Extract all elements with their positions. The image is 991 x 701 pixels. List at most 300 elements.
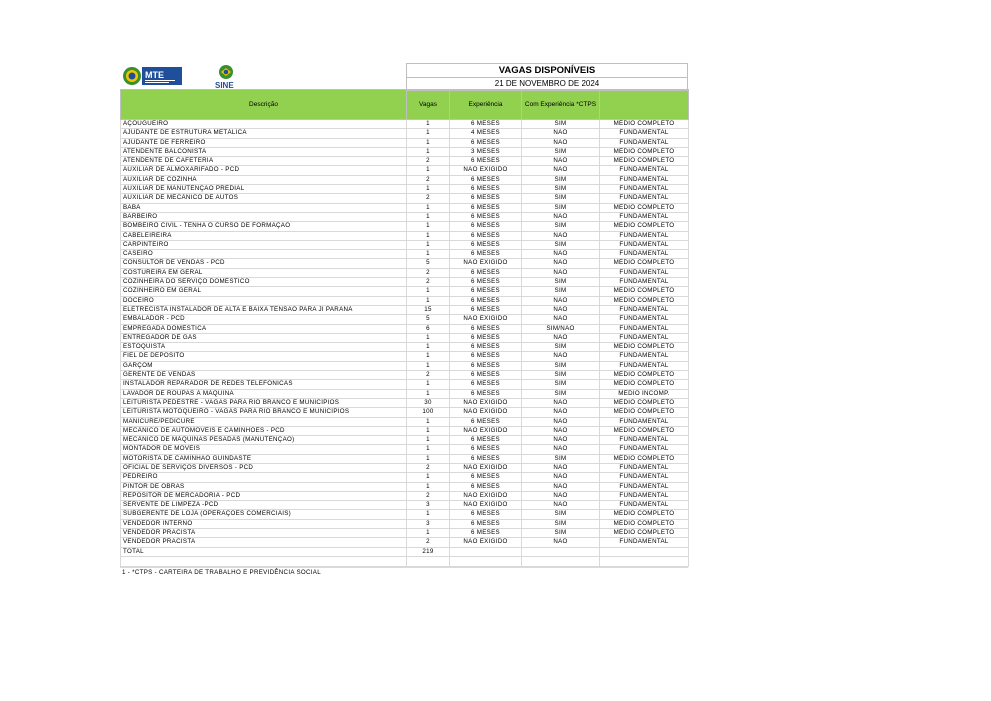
cell-vagas: 1	[407, 361, 450, 370]
cell-descricao: AÇOUGUEIRO	[121, 120, 407, 129]
cell-vagas: 3	[407, 519, 450, 528]
cell-escolaridade: FUNDAMENTAL	[600, 166, 689, 175]
cell-experiencia: 6 MESES	[450, 305, 522, 314]
table-row	[121, 250, 689, 259]
cell-vagas: 1	[407, 417, 450, 426]
cell-ctps: NÃO	[522, 426, 600, 435]
cell-vagas: 1	[407, 287, 450, 296]
cell-experiencia: 6 MESES	[450, 389, 522, 398]
cell-vagas: 5	[407, 315, 450, 324]
page-date: 21 DE NOVEMBRO DE 2024	[406, 77, 688, 91]
table-row	[121, 296, 689, 305]
table-row	[121, 454, 689, 463]
cell-vagas: 2	[407, 268, 450, 277]
table-row	[121, 371, 689, 380]
cell-vagas: 1	[407, 445, 450, 454]
cell-vagas: 1	[407, 482, 450, 491]
cell-ctps: SIM	[522, 240, 600, 249]
cell-descricao: BARBEIRO	[121, 212, 407, 221]
cell-experiencia: 6 MESES	[450, 240, 522, 249]
cell-escolaridade: MÉDIO COMPLETO	[600, 510, 689, 519]
cell-descricao: ATENDENTE BALCONISTA	[121, 147, 407, 156]
cell-vagas: 2	[407, 175, 450, 184]
cell-ctps: NÃO	[522, 436, 600, 445]
cell-experiencia: 6 MESES	[450, 417, 522, 426]
cell-descricao: VENDEDOR PRACISTA	[121, 529, 407, 538]
table-row	[121, 212, 689, 221]
cell-ctps: NÃO	[522, 138, 600, 147]
table-row	[121, 166, 689, 175]
cell-descricao: AUXILIAR DE COZINHA	[121, 175, 407, 184]
cell-experiencia: NÃO EXIGIDO	[450, 501, 522, 510]
title-block	[406, 63, 688, 89]
table-row	[121, 120, 689, 129]
cell-vagas: 15	[407, 305, 450, 314]
cell-ctps: NÃO	[522, 231, 600, 240]
table-row	[121, 501, 689, 510]
cell-experiencia: 6 MESES	[450, 333, 522, 342]
cell-escolaridade: FUNDAMENTAL	[600, 278, 689, 287]
footnote: 1 - *CTPS - CARTEIRA DE TRABALHO E PREVIDÊNCIA SOCIAL	[120, 567, 688, 578]
cell-ctps: NÃO	[522, 538, 600, 547]
cell-ctps: SIM	[522, 389, 600, 398]
cell-experiencia: NÃO EXIGIDO	[450, 463, 522, 472]
cell-escolaridade: FUNDAMENTAL	[600, 501, 689, 510]
cell-vagas: 1	[407, 436, 450, 445]
cell-vagas: 1	[407, 231, 450, 240]
cell-vagas: 1	[407, 380, 450, 389]
table-row	[121, 343, 689, 352]
cell-escolaridade: FUNDAMENTAL	[600, 231, 689, 240]
empty-cell	[450, 547, 522, 556]
cell-descricao: CASEIRO	[121, 250, 407, 259]
table-row	[121, 315, 689, 324]
cell-vagas: 1	[407, 203, 450, 212]
table-body	[121, 120, 689, 548]
cell-ctps: SIM	[522, 454, 600, 463]
cell-experiencia: 6 MESES	[450, 185, 522, 194]
cell-escolaridade: FUNDAMENTAL	[600, 417, 689, 426]
cell-descricao: BABÁ	[121, 203, 407, 212]
cell-escolaridade: FUNDAMENTAL	[600, 538, 689, 547]
cell-descricao: ENTREGADOR DE GÁS	[121, 333, 407, 342]
cell-ctps: NÃO	[522, 473, 600, 482]
logos-area	[120, 63, 406, 89]
cell-experiencia: 6 MESES	[450, 380, 522, 389]
cell-escolaridade: FUNDAMENTAL	[600, 129, 689, 138]
cell-vagas: 1	[407, 529, 450, 538]
cell-escolaridade: FUNDAMENTAL	[600, 463, 689, 472]
cell-ctps: SIM	[522, 361, 600, 370]
cell-ctps: SIM/NÃO	[522, 324, 600, 333]
cell-descricao: COZINHEIRO EM GERAL	[121, 287, 407, 296]
cell-descricao: DOCEIRO	[121, 296, 407, 305]
cell-vagas: 1	[407, 138, 450, 147]
empty-cell	[600, 547, 689, 556]
cell-experiencia: NÃO EXIGIDO	[450, 259, 522, 268]
sheet-header	[120, 63, 688, 89]
table-row	[121, 408, 689, 417]
cell-vagas: 1	[407, 510, 450, 519]
cell-experiencia: 6 MESES	[450, 278, 522, 287]
cell-ctps: SIM	[522, 222, 600, 231]
cell-vagas: 1	[407, 166, 450, 175]
cell-experiencia: NÃO EXIGIDO	[450, 408, 522, 417]
cell-ctps: SIM	[522, 380, 600, 389]
cell-descricao: ELETRECISTA INSTALADOR DE ALTA E BAIXA TENSÃO PARA JI PARANÁ	[121, 305, 407, 314]
sine-logo	[212, 64, 240, 90]
cell-descricao: MECÂNICO DE MÁQUINAS PESADAS (MANUTENÇÃO)	[121, 436, 407, 445]
cell-escolaridade: FUNDAMENTAL	[600, 482, 689, 491]
cell-escolaridade: MÉDIO COMPLETO	[600, 222, 689, 231]
cell-escolaridade: MÉDIO COMPLETO	[600, 147, 689, 156]
col-ctps: Com Experiência *CTPS	[522, 90, 600, 120]
cell-escolaridade: FUNDAMENTAL	[600, 315, 689, 324]
table-row	[121, 157, 689, 166]
cell-vagas: 2	[407, 463, 450, 472]
cell-escolaridade: MÉDIO COMPLETO	[600, 343, 689, 352]
cell-vagas: 1	[407, 129, 450, 138]
table-row	[121, 426, 689, 435]
cell-descricao: AUXILIAR DE MECÂNICO DE AUTOS	[121, 194, 407, 203]
cell-escolaridade: FUNDAMENTAL	[600, 185, 689, 194]
table-row	[121, 268, 689, 277]
cell-ctps: NÃO	[522, 333, 600, 342]
table-row	[121, 259, 689, 268]
table-header-row	[121, 90, 689, 120]
cell-vagas: 30	[407, 398, 450, 407]
cell-ctps: NÃO	[522, 166, 600, 175]
cell-ctps: SIM	[522, 278, 600, 287]
cell-ctps: NÃO	[522, 482, 600, 491]
cell-experiencia: 6 MESES	[450, 529, 522, 538]
total-row	[121, 547, 689, 556]
table-row	[121, 445, 689, 454]
cell-descricao: AUXILIAR DE MANUTENÇÃO PREDIAL	[121, 185, 407, 194]
cell-ctps: NÃO	[522, 296, 600, 305]
table-row	[121, 147, 689, 156]
cell-descricao: GARÇOM	[121, 361, 407, 370]
cell-experiencia: 4 MESES	[450, 129, 522, 138]
cell-experiencia: 6 MESES	[450, 296, 522, 305]
table-row	[121, 510, 689, 519]
cell-vagas: 2	[407, 278, 450, 287]
col-vagas: Vagas	[407, 90, 450, 120]
cell-descricao: LEITURISTA PEDESTRE - VAGAS PARA RIO BRANCO E MUNICÍPIOS	[121, 398, 407, 407]
cell-escolaridade: FUNDAMENTAL	[600, 445, 689, 454]
cell-escolaridade: FUNDAMENTAL	[600, 268, 689, 277]
cell-ctps: NÃO	[522, 212, 600, 221]
total-value: 219	[407, 547, 450, 556]
cell-descricao: PEDREIRO	[121, 473, 407, 482]
table-row	[121, 194, 689, 203]
cell-ctps: SIM	[522, 287, 600, 296]
cell-experiencia: 6 MESES	[450, 157, 522, 166]
cell-escolaridade: MÉDIO COMPLETO	[600, 203, 689, 212]
cell-ctps: SIM	[522, 510, 600, 519]
cell-ctps: NÃO	[522, 463, 600, 472]
cell-escolaridade: FUNDAMENTAL	[600, 473, 689, 482]
cell-experiencia: 6 MESES	[450, 445, 522, 454]
cell-ctps: NÃO	[522, 491, 600, 500]
cell-experiencia: 6 MESES	[450, 120, 522, 129]
cell-experiencia: 6 MESES	[450, 361, 522, 370]
cell-escolaridade: MÉDIO COMPLETO	[600, 398, 689, 407]
cell-ctps: SIM	[522, 147, 600, 156]
table-row	[121, 361, 689, 370]
cell-descricao: VENDEDOR INTERNO	[121, 519, 407, 528]
cell-experiencia: NÃO EXIGIDO	[450, 426, 522, 435]
table-row	[121, 129, 689, 138]
svg-text:SINE: SINE	[215, 81, 234, 90]
cell-vagas: 1	[407, 240, 450, 249]
cell-experiencia: 6 MESES	[450, 473, 522, 482]
empty-cell	[407, 556, 450, 566]
cell-descricao: FIEL DE DEPÓSITO	[121, 352, 407, 361]
cell-descricao: MONTADOR DE MOVEIS	[121, 445, 407, 454]
cell-ctps: SIM	[522, 120, 600, 129]
col-escolaridade	[600, 90, 689, 120]
cell-descricao: ESTOQUISTA	[121, 343, 407, 352]
cell-experiencia: 3 MESES	[450, 147, 522, 156]
cell-vagas: 6	[407, 324, 450, 333]
cell-descricao: CABELEIREIRA	[121, 231, 407, 240]
cell-ctps: SIM	[522, 203, 600, 212]
cell-vagas: 5	[407, 259, 450, 268]
table-row	[121, 398, 689, 407]
cell-experiencia: NÃO EXIGIDO	[450, 315, 522, 324]
cell-experiencia: NÃO EXIGIDO	[450, 491, 522, 500]
cell-ctps: NÃO	[522, 129, 600, 138]
cell-ctps: NÃO	[522, 157, 600, 166]
page-title: VAGAS DISPONÍVEIS	[406, 63, 688, 77]
cell-escolaridade: FUNDAMENTAL	[600, 361, 689, 370]
table-row	[121, 482, 689, 491]
cell-experiencia: NÃO EXIGIDO	[450, 538, 522, 547]
cell-experiencia: 6 MESES	[450, 222, 522, 231]
cell-vagas: 1	[407, 333, 450, 342]
table-row	[121, 222, 689, 231]
cell-descricao: BOMBEIRO CIVIL - TENHA O CURSO DE FORMAÇÃO	[121, 222, 407, 231]
cell-escolaridade: MÉDIO COMPLETO	[600, 408, 689, 417]
empty-cell	[450, 556, 522, 566]
cell-escolaridade: FUNDAMENTAL	[600, 324, 689, 333]
mte-logo	[122, 65, 184, 87]
cell-ctps: NÃO	[522, 417, 600, 426]
cell-ctps: NÃO	[522, 408, 600, 417]
empty-cell	[522, 547, 600, 556]
cell-descricao: COZINHEIRA DO SERVIÇO DOMÉSTICO	[121, 278, 407, 287]
cell-descricao: LEITURISTA MOTOQUEIRO - VAGAS PARA RIO BRANCO E MUNICÍPIOS	[121, 408, 407, 417]
col-descricao: Descrição	[121, 90, 407, 120]
cell-escolaridade: MÉDIO INCOMP.	[600, 389, 689, 398]
cell-escolaridade: MÉDIO COMPLETO	[600, 380, 689, 389]
cell-descricao: CONSULTOR DE VENDAS - PCD	[121, 259, 407, 268]
cell-vagas: 1	[407, 250, 450, 259]
cell-escolaridade: MÉDIO COMPLETO	[600, 296, 689, 305]
cell-escolaridade: MÉDIO COMPLETO	[600, 529, 689, 538]
cell-escolaridade: FUNDAMENTAL	[600, 175, 689, 184]
table-row	[121, 278, 689, 287]
cell-escolaridade: FUNDAMENTAL	[600, 436, 689, 445]
cell-escolaridade: MÉDIO COMPLETO	[600, 454, 689, 463]
cell-escolaridade: FUNDAMENTAL	[600, 250, 689, 259]
table-row	[121, 417, 689, 426]
table-row	[121, 529, 689, 538]
cell-experiencia: 6 MESES	[450, 454, 522, 463]
cell-experiencia: 6 MESES	[450, 250, 522, 259]
cell-escolaridade: MÉDIO COMPLETO	[600, 259, 689, 268]
svg-text:MTE: MTE	[145, 70, 164, 80]
cell-escolaridade: FUNDAMENTAL	[600, 333, 689, 342]
cell-experiencia: NÃO EXIGIDO	[450, 398, 522, 407]
cell-ctps: SIM	[522, 529, 600, 538]
cell-vagas: 1	[407, 343, 450, 352]
cell-vagas: 1	[407, 426, 450, 435]
cell-escolaridade: FUNDAMENTAL	[600, 138, 689, 147]
cell-vagas: 1	[407, 389, 450, 398]
cell-descricao: AJUDANTE DE FERREIRO	[121, 138, 407, 147]
table-row	[121, 333, 689, 342]
cell-ctps: NÃO	[522, 398, 600, 407]
cell-descricao: PINTOR DE OBRAS	[121, 482, 407, 491]
cell-ctps: SIM	[522, 194, 600, 203]
cell-ctps: SIM	[522, 371, 600, 380]
cell-descricao: REPOSITOR DE MERCADORIA - PCD	[121, 491, 407, 500]
table-row	[121, 138, 689, 147]
empty-cell	[600, 556, 689, 566]
cell-ctps: NÃO	[522, 445, 600, 454]
table-row	[121, 389, 689, 398]
cell-descricao: OFICIAL DE SERVIÇOS DIVERSOS - PCD	[121, 463, 407, 472]
cell-vagas: 2	[407, 371, 450, 380]
cell-experiencia: 6 MESES	[450, 175, 522, 184]
cell-ctps: NÃO	[522, 501, 600, 510]
cell-escolaridade: MÉDIO COMPLETO	[600, 426, 689, 435]
cell-vagas: 1	[407, 120, 450, 129]
table-row	[121, 305, 689, 314]
cell-escolaridade: MÉDIO COMPLETO	[600, 157, 689, 166]
cell-escolaridade: FUNDAMENTAL	[600, 212, 689, 221]
table-row	[121, 436, 689, 445]
cell-escolaridade: MÉDIO COMPLETO	[600, 120, 689, 129]
cell-experiencia: 6 MESES	[450, 324, 522, 333]
cell-ctps: SIM	[522, 343, 600, 352]
table-row	[121, 240, 689, 249]
cell-descricao: GERENTE DE VENDAS	[121, 371, 407, 380]
cell-descricao: LAVADOR DE ROUPAS À MÁQUINA	[121, 389, 407, 398]
cell-experiencia: 6 MESES	[450, 436, 522, 445]
table-row	[121, 463, 689, 472]
cell-descricao: ATENDENTE DE CAFETERIA	[121, 157, 407, 166]
cell-vagas: 2	[407, 538, 450, 547]
cell-vagas: 1	[407, 212, 450, 221]
cell-escolaridade: FUNDAMENTAL	[600, 194, 689, 203]
cell-experiencia: NÃO EXIGIDO	[450, 166, 522, 175]
table-row	[121, 231, 689, 240]
cell-ctps: NÃO	[522, 268, 600, 277]
cell-experiencia: 6 MESES	[450, 212, 522, 221]
cell-ctps: NÃO	[522, 259, 600, 268]
empty-cell	[522, 556, 600, 566]
cell-descricao: VENDEDOR PRACISTA	[121, 538, 407, 547]
cell-experiencia: 6 MESES	[450, 352, 522, 361]
cell-experiencia: 6 MESES	[450, 138, 522, 147]
table-row	[121, 538, 689, 547]
cell-ctps: SIM	[522, 519, 600, 528]
empty-cell	[121, 556, 407, 566]
table-row	[121, 491, 689, 500]
cell-vagas: 3	[407, 501, 450, 510]
cell-descricao: AUXILIAR DE ALMOXARIFADO - PCD	[121, 166, 407, 175]
table-row	[121, 473, 689, 482]
cell-ctps: SIM	[522, 175, 600, 184]
cell-escolaridade: FUNDAMENTAL	[600, 491, 689, 500]
total-label: TOTAL	[121, 547, 407, 556]
cell-ctps: NÃO	[522, 352, 600, 361]
cell-ctps: NÃO	[522, 315, 600, 324]
cell-experiencia: 6 MESES	[450, 482, 522, 491]
cell-descricao: SUBGERENTE DE LOJA (OPERAÇÕES COMERCIAIS)	[121, 510, 407, 519]
cell-vagas: 2	[407, 157, 450, 166]
cell-descricao: EMPREGADA DOMÉSTICA	[121, 324, 407, 333]
cell-experiencia: 6 MESES	[450, 519, 522, 528]
cell-descricao: SERVENTE DE LIMPEZA -PCD	[121, 501, 407, 510]
spreadsheet	[120, 63, 688, 578]
cell-escolaridade: MÉDIO COMPLETO	[600, 371, 689, 380]
table-row	[121, 324, 689, 333]
table-row	[121, 519, 689, 528]
blank-row	[121, 556, 689, 566]
cell-escolaridade: FUNDAMENTAL	[600, 240, 689, 249]
cell-descricao: CARPINTEIRO	[121, 240, 407, 249]
cell-descricao: MOTORISTA DE CAMINHÃO GUINDASTE	[121, 454, 407, 463]
cell-descricao: COSTUREIRA EM GERAL	[121, 268, 407, 277]
cell-vagas: 1	[407, 222, 450, 231]
cell-ctps: SIM	[522, 185, 600, 194]
cell-experiencia: 6 MESES	[450, 194, 522, 203]
table-row	[121, 352, 689, 361]
cell-escolaridade: MÉDIO COMPLETO	[600, 287, 689, 296]
col-experiencia: Experiência	[450, 90, 522, 120]
cell-descricao: MECÂNICO DE AUTOMÓVEIS E CAMINHÕES - PCD	[121, 426, 407, 435]
cell-ctps: NÃO	[522, 305, 600, 314]
cell-vagas: 1	[407, 352, 450, 361]
cell-vagas: 2	[407, 194, 450, 203]
cell-vagas: 1	[407, 473, 450, 482]
cell-experiencia: 6 MESES	[450, 343, 522, 352]
cell-vagas: 1	[407, 454, 450, 463]
cell-descricao: AJUDANTE DE ESTRUTURA METÁLICA	[121, 129, 407, 138]
table-row	[121, 185, 689, 194]
cell-vagas: 1	[407, 185, 450, 194]
cell-experiencia: 6 MESES	[450, 203, 522, 212]
table-row	[121, 175, 689, 184]
cell-vagas: 1	[407, 147, 450, 156]
table-row	[121, 203, 689, 212]
cell-experiencia: 6 MESES	[450, 287, 522, 296]
cell-escolaridade: FUNDAMENTAL	[600, 305, 689, 314]
cell-escolaridade: MÉDIO COMPLETO	[600, 519, 689, 528]
cell-experiencia: 6 MESES	[450, 231, 522, 240]
cell-escolaridade: FUNDAMENTAL	[600, 352, 689, 361]
table-row	[121, 380, 689, 389]
cell-descricao: INSTALADOR REPARADOR DE REDES TELEFÔNICAS	[121, 380, 407, 389]
cell-descricao: EMBALADOR - PCD	[121, 315, 407, 324]
cell-descricao: MANICURE/PEDICURE	[121, 417, 407, 426]
cell-ctps: NÃO	[522, 250, 600, 259]
cell-vagas: 100	[407, 408, 450, 417]
